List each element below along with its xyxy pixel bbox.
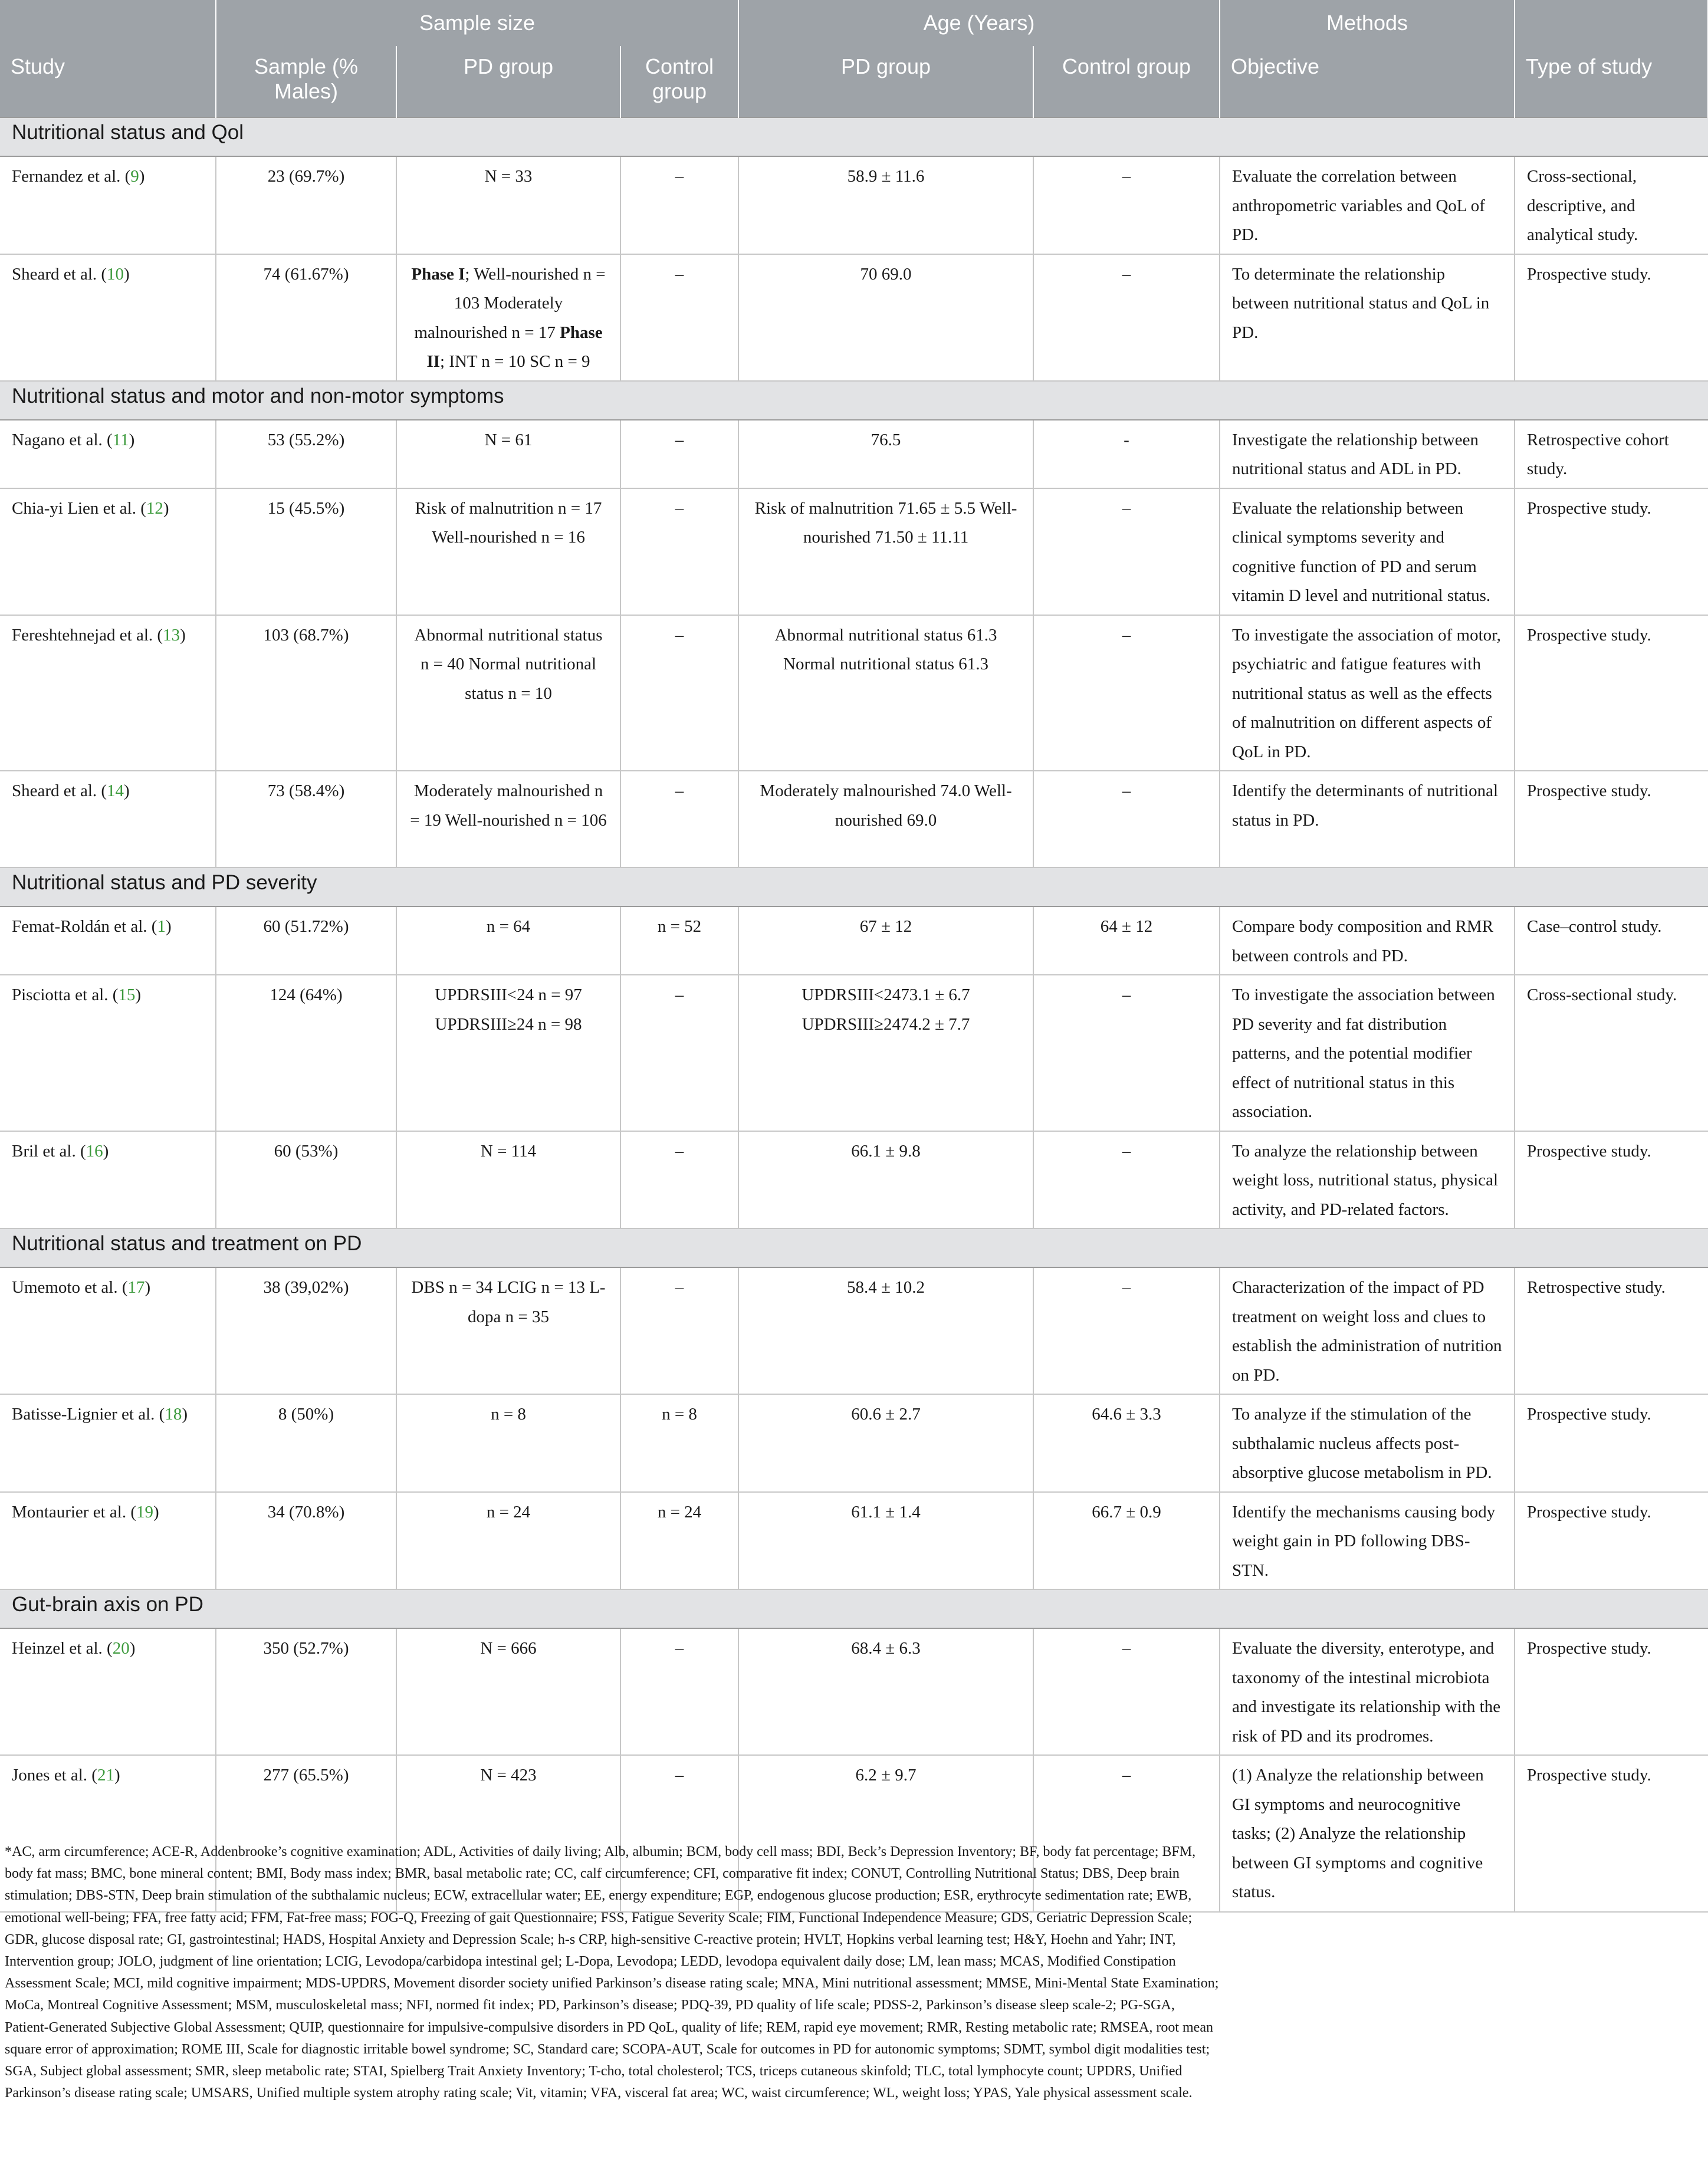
sample-cell: 15 (45.5%) xyxy=(216,488,396,615)
col-control-group: Control group xyxy=(620,46,738,117)
table-row xyxy=(0,906,1708,975)
age-pd-cell: UPDRSIII<2473.1 ± 6.7 UPDRSIII≥2474.2 ± 7.7 xyxy=(738,975,1033,1131)
control-group-cell: – xyxy=(620,975,738,1131)
pd-group-cell: n = 8 xyxy=(396,1394,620,1492)
study-cell: Nagano et al. (11) xyxy=(0,420,216,488)
reference-link[interactable]: 18 xyxy=(165,1405,182,1424)
pd-group-cell: N = 61 xyxy=(396,420,620,488)
section-title: Nutritional status and PD severity xyxy=(0,868,1708,906)
control-group-cell: n = 52 xyxy=(620,906,738,975)
table-row xyxy=(0,420,1708,488)
sample-cell: 8 (50%) xyxy=(216,1394,396,1492)
sample-cell: 73 (58.4%) xyxy=(216,771,396,868)
sample-cell: 60 (53%) xyxy=(216,1131,396,1229)
study-cell: Montaurier et al. (19) xyxy=(0,1492,216,1590)
pd-group-cell: N = 666 xyxy=(396,1628,620,1755)
study-cell: Fernandez et al. (9) xyxy=(0,156,216,254)
section-title: Nutritional status and motor and non-motor symptoms xyxy=(0,381,1708,420)
sample-cell: 124 (64%) xyxy=(216,975,396,1131)
study-cell: Heinzel et al. (20) xyxy=(0,1628,216,1755)
col-pd-group: PD group xyxy=(396,46,620,117)
header-empty-cell xyxy=(0,0,216,46)
type-cell: Prospective study. xyxy=(1515,1394,1708,1492)
section-row xyxy=(0,381,1708,420)
objective-cell: (1) Analyze the relationship between GI symptoms and neurocognitive tasks; (2) Analyze the relationship between GI symptoms and cognitive status. xyxy=(1220,1755,1515,1912)
header-sample-size: Sample size xyxy=(216,0,738,46)
control-group-cell: – xyxy=(620,488,738,615)
reference-link[interactable]: 15 xyxy=(118,985,136,1004)
age-control-cell: – xyxy=(1033,1628,1220,1755)
col-study: Study xyxy=(0,46,216,117)
pd-group-cell: DBS n = 34 LCIG n = 13 L-dopa n = 35 xyxy=(396,1267,620,1394)
age-control-cell: 66.7 ± 0.9 xyxy=(1033,1492,1220,1590)
objective-cell: Identify the determinants of nutritional status in PD. xyxy=(1220,771,1515,868)
section-title: Nutritional status and treatment on PD xyxy=(0,1228,1708,1267)
age-control-cell: - xyxy=(1033,420,1220,488)
objective-cell: Identify the mechanisms causing body weight gain in PD following DBS-STN. xyxy=(1220,1492,1515,1590)
reference-link[interactable]: 21 xyxy=(97,1766,114,1785)
type-cell: Prospective study. xyxy=(1515,1755,1708,1912)
age-pd-cell: 67 ± 12 xyxy=(738,906,1033,975)
age-control-cell: 64 ± 12 xyxy=(1033,906,1220,975)
table-row xyxy=(0,488,1708,615)
table-row xyxy=(0,975,1708,1131)
study-cell: Umemoto et al. (17) xyxy=(0,1267,216,1394)
type-cell: Prospective study. xyxy=(1515,615,1708,771)
study-cell: Jones et al. (21) xyxy=(0,1755,216,1912)
age-pd-cell: 61.1 ± 1.4 xyxy=(738,1492,1033,1590)
age-control-cell: – xyxy=(1033,1267,1220,1394)
control-group-cell: – xyxy=(620,615,738,771)
age-pd-cell: Abnormal nutritional status 61.3 Normal nutritional status 61.3 xyxy=(738,615,1033,771)
sample-cell: 277 (65.5%) xyxy=(216,1755,396,1912)
reference-link[interactable]: 13 xyxy=(163,625,180,645)
section-row xyxy=(0,1228,1708,1267)
type-cell: Prospective study. xyxy=(1515,488,1708,615)
age-control-cell: – xyxy=(1033,1755,1220,1912)
table-row xyxy=(0,771,1708,868)
objective-cell: Evaluate the relationship between clinical symptoms severity and cognitive function of PD and serum vitamin D level and nutritional status. xyxy=(1220,488,1515,615)
section-row xyxy=(0,1589,1708,1628)
table-footnote: *AC, arm circumference; ACE-R, Addenbrooke’s cognitive examination; ADL, Activities of daily living; Alb, albumin; BCM, body cell mass; BDI, Beck’s Depression Inventory; BF, body fat percentage; BFM, body fat mass; BMC, bone mineral content; BMI, Body mass index; BMR, basal metabolic rate; CC, calf circumference; CFI, comparative fit index; CONUT, Controlling Nutritional Status; DBS, Deep brain stimulation; DBS-STN, Deep brain stimulation of the subthalamic nucleus; ECW, extracellular water; EE, energy expenditure; EGP, endogenous glucose production; ESR, erythrocyte sedimentation rate; EWB, emotional well-being; FFA, free fatty acid; FFM, Fat-free mass; FOG-Q, Freezing of gait Questionnaire; FSS, Fatigue Severity Scale; FIM, Functional Independence Measure; GDS, Geriatric Depression Scale; GDR, glucose disposal rate; GI, gastrointestinal; HADS, Hospital Anxiety and Depression Scale; h-s CRP, high-sensitive C-reactive protein; HVLT, Hopkins verbal learning test; H&Y, Hoehn and Yahr; INT, Intervention group; JOLO, judgment of line orientation; LCIG, Levodopa/carbidopa intestinal gel; L-Dopa, Levodopa; LEDD, levodopa equivalent daily dose; LM, lean mass; MCAS, Modified Constipation Assessment Scale; MCI, mild cognitive impairment; MDS-UPDRS, Movement disorder society unified Parkinson’s disease rating scale; MNA, Mini nutritional assessment; MMSE, Mini-Mental State Examination; MoCa, Montreal Cognitive Assessment; MSM, musculoskeletal mass; NFI, normed fit index; PD, Parkinson’s disease; PDQ-39, PD quality of life scale; PDSS-2, Parkinson’s disease sleep scale-2; PG-SGA, Patient-Generated Subjective Global Assessment; QUIP, questionnaire for impulsive-compulsive disorders in PD QoL, quality of life; REM, rapid eye movement; RMR, Resting metabolic rate; RMSEA, root mean square error of approximation; ROME III, Scale for diagnostic irritable bowel syndrome; SC, Standard care; SCOPA-AUT, Scale for outcomes in PD for autonomic symptoms; SDMT, symbol digit modalities test; SGA, Subject global assessment; SMR, sleep metabolic rate; STAI, Spielberg Trait Anxiety Inventory; T-cho, total cholesterol; TCS, triceps cutaneous skinfold; TLC, total lymphocyte count; UPDRS, Unified Parkinson’s disease rating scale; UMSARS, Unified multiple system atrophy rating scale; Vit, vitamin; VFA, visceral fat area; WC, waist circumference; WL, weight loss; YPAS, Yale physical assessment scale. xyxy=(5,1844,1219,2101)
study-cell: Chia-yi Lien et al. (12) xyxy=(0,488,216,615)
type-cell: Prospective study. xyxy=(1515,1131,1708,1229)
control-group-cell: – xyxy=(620,1267,738,1394)
type-cell: Retrospective study. xyxy=(1515,1267,1708,1394)
age-pd-cell: 70 69.0 xyxy=(738,254,1033,381)
objective-cell: To investigate the association of motor, psychiatric and fatigue features with nutritional status as well as the effects of malnutrition on different aspects of QoL in PD. xyxy=(1220,615,1515,771)
reference-link[interactable]: 1 xyxy=(157,917,166,936)
pd-group-cell: UPDRSIII<24 n = 97 UPDRSIII≥24 n = 98 xyxy=(396,975,620,1131)
age-pd-cell: Risk of malnutrition 71.65 ± 5.5 Well-nourished 71.50 ± 11.11 xyxy=(738,488,1033,615)
objective-cell: To analyze the relationship between weight loss, nutritional status, physical activity, and PD-related factors. xyxy=(1220,1131,1515,1229)
type-cell: Case–control study. xyxy=(1515,906,1708,975)
type-cell: Retrospective cohort study. xyxy=(1515,420,1708,488)
table-row xyxy=(0,1394,1708,1492)
section-title: Gut-brain axis on PD xyxy=(0,1589,1708,1628)
sample-cell: 74 (61.67%) xyxy=(216,254,396,381)
study-cell: Bril et al. (16) xyxy=(0,1131,216,1229)
reference-link[interactable]: 10 xyxy=(107,264,124,284)
section-row xyxy=(0,117,1708,156)
age-pd-cell: 58.4 ± 10.2 xyxy=(738,1267,1033,1394)
control-group-cell: – xyxy=(620,156,738,254)
header-empty-cell xyxy=(1515,0,1708,46)
col-age-pd: PD group xyxy=(738,46,1033,117)
age-pd-cell: 76.5 xyxy=(738,420,1033,488)
age-control-cell: – xyxy=(1033,615,1220,771)
control-group-cell: n = 8 xyxy=(620,1394,738,1492)
table-header xyxy=(0,0,1708,117)
col-sample: Sample (% Males) xyxy=(216,46,396,117)
header-column-row xyxy=(0,46,1708,117)
section-row xyxy=(0,868,1708,906)
age-control-cell: – xyxy=(1033,488,1220,615)
pd-group-cell: N = 423 xyxy=(396,1755,620,1912)
study-cell: Sheard et al. (14) xyxy=(0,771,216,868)
type-cell: Prospective study. xyxy=(1515,1628,1708,1755)
objective-cell: Evaluate the correlation between anthropometric variables and QoL of PD. xyxy=(1220,156,1515,254)
age-pd-cell: 66.1 ± 9.8 xyxy=(738,1131,1033,1229)
reference-link[interactable]: 14 xyxy=(107,781,124,800)
type-cell: Prospective study. xyxy=(1515,1492,1708,1590)
reference-link[interactable]: 17 xyxy=(127,1278,145,1297)
reference-link[interactable]: 16 xyxy=(86,1141,103,1161)
age-control-cell: – xyxy=(1033,254,1220,381)
study-cell: Femat-Roldán et al. (1) xyxy=(0,906,216,975)
pd-group-cell: Moderately malnourished n = 19 Well-nourished n = 106 xyxy=(396,771,620,868)
control-group-cell: – xyxy=(620,1131,738,1229)
objective-cell: To analyze if the stimulation of the subthalamic nucleus affects post-absorptive glucose metabolism in PD. xyxy=(1220,1394,1515,1492)
objective-cell: Investigate the relationship between nutritional status and ADL in PD. xyxy=(1220,420,1515,488)
objective-cell: Compare body composition and RMR between controls and PD. xyxy=(1220,906,1515,975)
age-control-cell: – xyxy=(1033,771,1220,868)
study-cell: Batisse-Lignier et al. (18) xyxy=(0,1394,216,1492)
objective-cell: To investigate the association between PD severity and fat distribution patterns, and the potential modifier effect of nutritional status in this association. xyxy=(1220,975,1515,1131)
age-pd-cell: 68.4 ± 6.3 xyxy=(738,1628,1033,1755)
type-cell: Cross-sectional study. xyxy=(1515,975,1708,1131)
reference-link[interactable]: 9 xyxy=(130,167,139,186)
table-body xyxy=(0,117,1708,1912)
age-pd-cell: Moderately malnourished 74.0 Well-nourished 69.0 xyxy=(738,771,1033,868)
study-cell: Fereshtehnejad et al. (13) xyxy=(0,615,216,771)
table-row xyxy=(0,1628,1708,1755)
reference-link[interactable]: 12 xyxy=(146,498,163,518)
age-pd-cell: 6.2 ± 9.7 xyxy=(738,1755,1033,1912)
reference-link[interactable]: 20 xyxy=(112,1639,130,1658)
section-title: Nutritional status and Qol xyxy=(0,117,1708,156)
type-cell: Cross-sectional, descriptive, and analytical study. xyxy=(1515,156,1708,254)
control-group-cell: – xyxy=(620,420,738,488)
age-pd-cell: 58.9 ± 11.6 xyxy=(738,156,1033,254)
age-control-cell: – xyxy=(1033,1131,1220,1229)
pd-group-cell: n = 24 xyxy=(396,1492,620,1590)
pd-group-cell: n = 64 xyxy=(396,906,620,975)
table-row xyxy=(0,615,1708,771)
reference-link[interactable]: 11 xyxy=(112,430,129,449)
header-methods: Methods xyxy=(1220,0,1515,46)
objective-cell: Evaluate the diversity, enterotype, and taxonomy of the intestinal microbiota and investigate its relationship with the risk of PD and its prodromes. xyxy=(1220,1628,1515,1755)
sample-cell: 53 (55.2%) xyxy=(216,420,396,488)
table-row xyxy=(0,156,1708,254)
objective-cell: To determinate the relationship between nutritional status and QoL in PD. xyxy=(1220,254,1515,381)
study-cell: Sheard et al. (10) xyxy=(0,254,216,381)
sample-cell: 60 (51.72%) xyxy=(216,906,396,975)
age-pd-cell: 60.6 ± 2.7 xyxy=(738,1394,1033,1492)
sample-cell: 38 (39,02%) xyxy=(216,1267,396,1394)
col-age-control: Control group xyxy=(1033,46,1220,117)
control-group-cell: – xyxy=(620,1628,738,1755)
header-age: Age (Years) xyxy=(738,0,1220,46)
sample-cell: 350 (52.7%) xyxy=(216,1628,396,1755)
table-row xyxy=(0,1492,1708,1590)
pd-group-cell: Phase I; Well-nourished n = 103 Moderately malnourished n = 17 Phase II; INT n = 10 SC n = 9 xyxy=(396,254,620,381)
pd-group-cell: N = 114 xyxy=(396,1131,620,1229)
control-group-cell: – xyxy=(620,1755,738,1912)
control-group-cell: – xyxy=(620,254,738,381)
sample-cell: 34 (70.8%) xyxy=(216,1492,396,1590)
study-cell: Pisciotta et al. (15) xyxy=(0,975,216,1131)
table-row xyxy=(0,1267,1708,1394)
sample-cell: 103 (68.7%) xyxy=(216,615,396,771)
control-group-cell: n = 24 xyxy=(620,1492,738,1590)
age-control-cell: – xyxy=(1033,156,1220,254)
table-row xyxy=(0,1131,1708,1229)
type-cell: Prospective study. xyxy=(1515,254,1708,381)
objective-cell: Characterization of the impact of PD treatment on weight loss and clues to establish the administration of nutrition on PD. xyxy=(1220,1267,1515,1394)
col-objective: Objective xyxy=(1220,46,1515,117)
control-group-cell: – xyxy=(620,771,738,868)
reference-link[interactable]: 19 xyxy=(136,1502,153,1522)
table-row xyxy=(0,254,1708,381)
pd-group-cell: N = 33 xyxy=(396,156,620,254)
sample-cell: 23 (69.7%) xyxy=(216,156,396,254)
age-control-cell: – xyxy=(1033,975,1220,1131)
age-control-cell: 64.6 ± 3.3 xyxy=(1033,1394,1220,1492)
pd-group-cell: Abnormal nutritional status n = 40 Normal nutritional status n = 10 xyxy=(396,615,620,771)
col-type: Type of study xyxy=(1515,46,1708,117)
header-group-row xyxy=(0,0,1708,46)
type-cell: Prospective study. xyxy=(1515,771,1708,868)
pd-group-cell: Risk of malnutrition n = 17 Well-nourished n = 16 xyxy=(396,488,620,615)
